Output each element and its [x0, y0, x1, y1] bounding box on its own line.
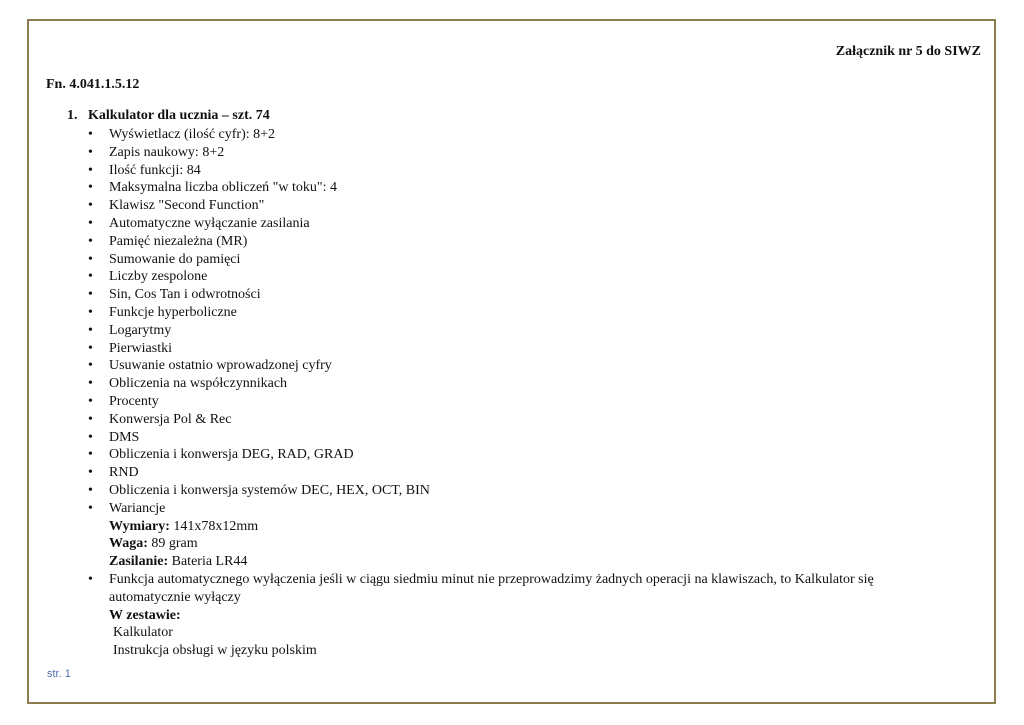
- list-item: • Liczby zespolone: [88, 268, 929, 286]
- list-item: • Pamięć niezależna (MR): [88, 233, 929, 251]
- fn-code: Fn. 4.041.1.5.12: [46, 77, 140, 92]
- list-item: • Usuwanie ostatnio wprowadzonej cyfry: [88, 357, 929, 375]
- list-item: • Klawisz "Second Function": [88, 197, 929, 215]
- power-line: [109, 553, 929, 571]
- feature-list: [88, 126, 929, 660]
- list-item: • Zapis naukowy: 8+2: [88, 144, 929, 162]
- weight-value: 89 gram: [147, 536, 198, 552]
- item-heading: [67, 108, 270, 124]
- variants-item: [88, 500, 929, 571]
- set-item: Instrukcja obsługi w języku polskim: [113, 643, 317, 659]
- list-item: • Pierwiastki: [88, 340, 929, 358]
- list-item: • Maksymalna liczba obliczeń "w toku": 4: [88, 179, 929, 197]
- list-item: • Funkcje hyperboliczne: [88, 304, 929, 322]
- variants-label: • Wariancje: [109, 500, 166, 516]
- item-number: 1.: [67, 108, 78, 123]
- list-item: • Automatyczne wyłączanie zasilania: [88, 215, 929, 233]
- list-item: • Sin, Cos Tan i odwrotności: [88, 286, 929, 304]
- power-label: Zasilanie:: [109, 554, 169, 570]
- dimensions-line: [109, 518, 929, 536]
- dimensions-value: 141x78x12mm: [169, 518, 259, 534]
- list-item: • Obliczenia i konwersja systemów DEC, HEX, OCT, BIN: [88, 482, 929, 500]
- list-item: • Ilość funkcji: 84: [88, 162, 929, 180]
- page-number: str. 1: [47, 668, 71, 680]
- list-item: • Wyświetlacz (ilość cyfr): 8+2: [88, 126, 929, 144]
- list-item: • Logarytmy: [88, 322, 929, 340]
- item-title: Kalkulator dla ucznia – szt. 74: [88, 108, 270, 123]
- list-item: • Sumowanie do pamięci: [88, 251, 929, 269]
- auto-off-item: [88, 571, 929, 660]
- list-item: • Procenty: [88, 393, 929, 411]
- power-value: Bateria LR44: [168, 554, 248, 570]
- list-item: • DMS: [88, 429, 929, 447]
- set-item: Kalkulator: [113, 625, 173, 641]
- weight-line: [109, 535, 929, 553]
- set-label: W zestawie:: [109, 607, 181, 623]
- dimensions-label: Wymiary:: [109, 518, 170, 534]
- attachment-label: Załącznik nr 5 do SIWZ: [835, 44, 981, 59]
- auto-off-text: • Funkcja automatycznego wyłączenia jeśli w ciągu siedmiu minut nie przeprowadzimy żadnych operacji na klawiszach, to Kalkulator się automatycznie wyłączy: [109, 571, 874, 605]
- list-item: • Obliczenia i konwersja DEG, RAD, GRAD: [88, 446, 929, 464]
- list-item: • Konwersja Pol & Rec: [88, 411, 929, 429]
- list-item: • RND: [88, 464, 929, 482]
- weight-label: Waga:: [109, 536, 148, 552]
- list-item: • Obliczenia na współczynnikach: [88, 375, 929, 393]
